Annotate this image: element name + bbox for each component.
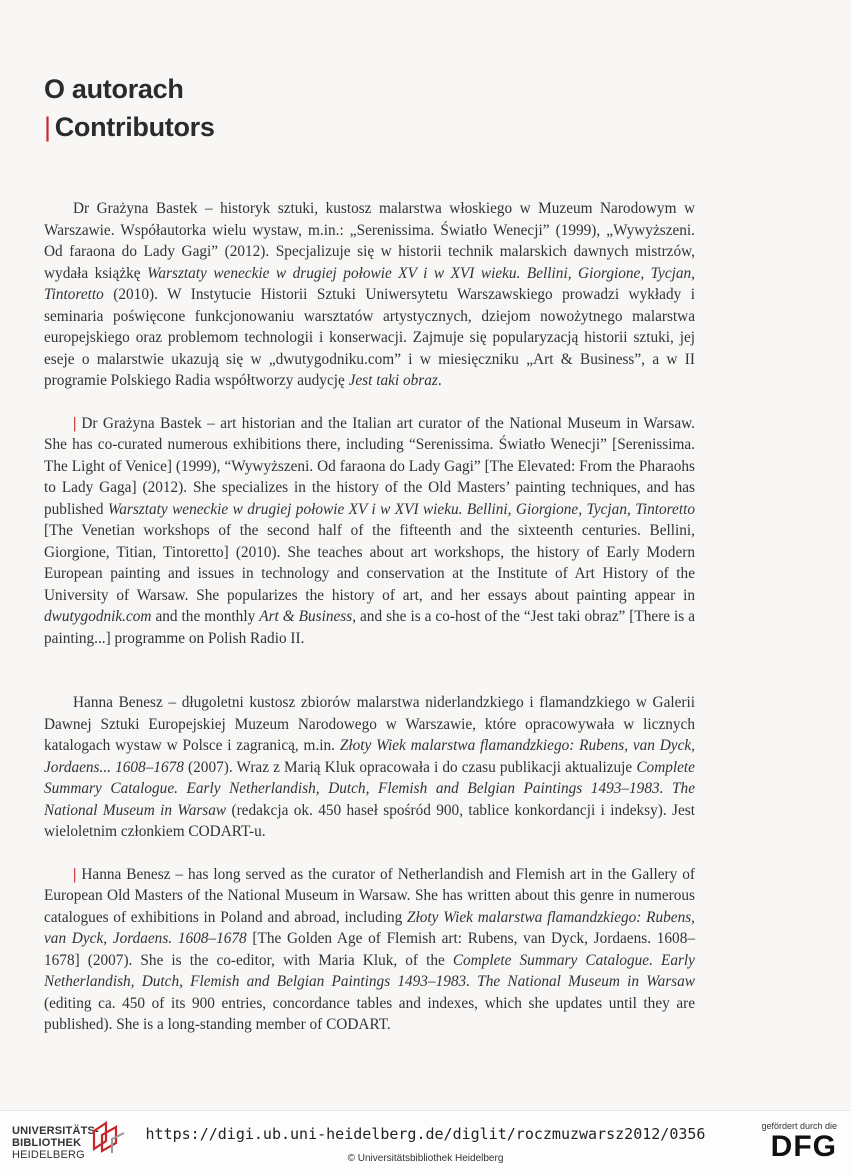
heading-english bbox=[44, 108, 215, 146]
heading-accent-bar: | bbox=[44, 112, 51, 142]
bio-text: [The Golden Age of Flemish art: Rubens, van Dyck, Jordaens. 1608–1678] (2007). She is the co-editor, with Maria Kluk, of the bbox=[44, 930, 695, 969]
logo-line: UNIVERSITÄTS- bbox=[12, 1125, 99, 1137]
bastek-polish-bio bbox=[44, 198, 695, 392]
logo-line: HEIDELBERG bbox=[12, 1149, 85, 1161]
logo-line: BIBLIOTHEK bbox=[12, 1137, 82, 1149]
contributors-text bbox=[44, 198, 695, 1036]
bio-text: . bbox=[437, 372, 442, 389]
bio-italic: Complete Summary Catalogue. Early Netherlandish, Dutch, Flemish and Belgian Paintings 1493–1983. The National Museum in Warsaw bbox=[44, 758, 695, 819]
bio-text: (2007). Wraz z Marią Kluk opracowała i do czasu publikacji aktualizuje bbox=[183, 758, 637, 776]
bio-text: (editing ca. 450 of its 900 entries, concordance tables and indexes, which she updates until they are published). She is a long-standing member of CODART. bbox=[44, 994, 695, 1033]
heading-english-text: Contributors bbox=[54, 112, 215, 142]
contributor-name: Dr Grażyna Bastek bbox=[73, 200, 198, 217]
bio-text: [The Venetian workshops of the second half of the fifteenth and the sixteenth centuries. Bellini, Giorgione, Titian, Tintoretto] (2010). She teaches about art workshops, the history of Early Modern European painting and issues in technology and conservation at the Institute of Art History of the University of Warsaw. She popularizes the history of art, and her essays about painting appear in bbox=[44, 522, 695, 604]
bio-italic: Warsztaty weneckie w drugiej połowie XV i w XVI wieku. Bellini, Giorgione, Tycjan, Tintoretto bbox=[44, 264, 695, 303]
permalink-url[interactable]: https://digi.ub.uni-heidelberg.de/diglit/roczmuzwarsz2012/0356 bbox=[145, 1125, 706, 1143]
funder-label: gefördert durch die bbox=[761, 1121, 837, 1131]
bastek-english-bio bbox=[44, 413, 695, 650]
english-accent-bar: | bbox=[73, 414, 77, 432]
heading-polish: O autorach bbox=[44, 74, 184, 104]
page-heading bbox=[44, 70, 215, 146]
contributor-name: Hanna Benesz bbox=[73, 694, 163, 711]
contributor-name: Hanna Benesz bbox=[81, 865, 171, 883]
bio-italic: Complete Summary Catalogue. Early Netherlandish, Dutch, Flemish and Belgian Paintings 1493–1983. The National Museum in Warsaw bbox=[44, 951, 695, 990]
contributor-name: Dr Grażyna Bastek bbox=[81, 414, 202, 432]
bio-italic: Złoty Wiek malarstwa flamandzkiego: Rubens, van Dyck, Jordaens... 1608–1678 bbox=[44, 737, 695, 776]
bio-text: – długoletni kustosz zbiorów malarstwa niderlandzkiego i flamandzkiego w Galerii Dawnej Sztuki Europejskiej Muzeum Narodowego w Warszawie, które opracowywała w licznych katalogach wystaw w Polsce i zagranicą, m.in. bbox=[44, 694, 696, 754]
bio-italic: Warsztaty weneckie w drugiej połowie XV i w XVI wieku. Bellini, Giorgione, Tycjan, Tintoretto bbox=[107, 500, 695, 518]
bio-text: – has long served as the curator of Netherlandish and Flemish art in the Gallery of European Old Masters of the National Museum in Warsaw. She has written about this genre in numerous catalogues of exhibitions in Poland and abroad, including bbox=[44, 865, 695, 926]
copyright-notice: © Universitätsbibliothek Heidelberg bbox=[347, 1153, 504, 1164]
bio-text: (2010). W Instytucie Historii Sztuki Uniwersytetu Warszawskiego prowadzi wykłady i seminaria poświęcone funkcjonowaniu warsztatów artystycznych, dziejom nowożytnego malarstwa europejskiego oraz problemom technologii i konserwacji. Zajmuje się popularyzacją historii sztuki, jej eseje o malarstwie ukazują się w „dwutygodniku.com” i w miesięczniku „Art & Business”, a w II programie Polskiego Radia współtworzy audycję bbox=[44, 286, 695, 389]
funder-logo[interactable] bbox=[761, 1121, 837, 1163]
bio-text: – historyk sztuki, kustosz malarstwa włoskiego w Muzeum Narodowym w Warszawie. Współautorka wielu wystaw, m.in.: „Serenissima. Światło Wenecji” (1999), „Wywyższeni. Od faraona do Lady Gagi” (2012). Specjalizuje się w historii technik malarskich dawnych mistrzów, wydała książkę bbox=[44, 200, 695, 282]
bio-text: and the monthly bbox=[151, 608, 260, 625]
benesz-english-bio bbox=[44, 864, 695, 1036]
bio-text: (redakcja ok. 450 haseł spośród 900, tablice konkordancji i indeksy). Jest wieloletnim członkiem CODART-u. bbox=[44, 801, 695, 840]
funder-name: DFG bbox=[770, 1130, 837, 1163]
bio-italic: Jest taki obraz bbox=[348, 372, 438, 389]
bio-italic: Złoty Wiek malarstwa flamandzkiego: Rubens, van Dyck, Jordaens. 1608–1678 bbox=[44, 908, 695, 947]
bio-italic: dwutygodnik.com bbox=[44, 608, 152, 625]
english-accent-bar: | bbox=[73, 865, 77, 883]
viewer-footer bbox=[0, 1110, 851, 1176]
bio-text: , and she is a co-host of the “Jest taki obraz” [There is a painting...] programme on Polish Radio II. bbox=[44, 608, 695, 647]
bio-italic: Art & Business bbox=[259, 608, 353, 625]
benesz-polish-bio bbox=[44, 692, 695, 843]
bio-text: – art historian and the Italian art curator of the National Museum in Warsaw. She has co-curated numerous exhibitions there, including “Serenissima. Światło Wenecji” [Serenissima. The Light of Venice] (1999), “Wywyższeni. Od faraona do Lady Gagi” [The Elevated: From the Pharaohs to Lady Gaga] (2012). She specializes in the history of the Old Masters’ painting techniques, and has published bbox=[44, 414, 695, 518]
